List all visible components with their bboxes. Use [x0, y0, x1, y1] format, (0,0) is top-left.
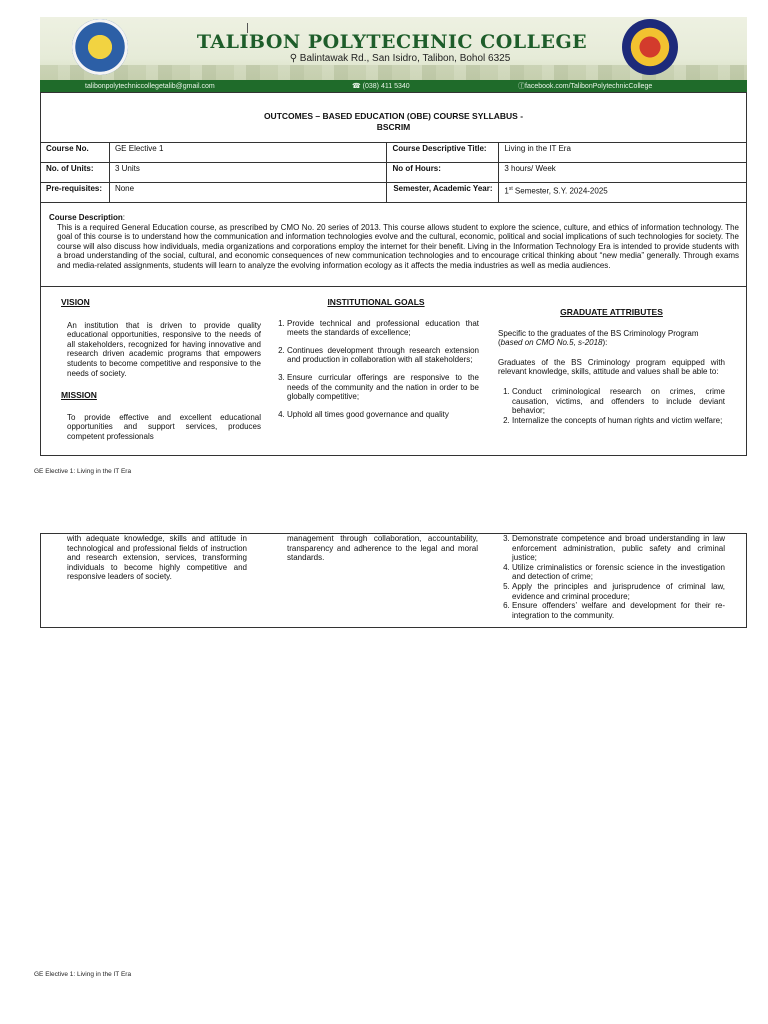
list-item: 3. Ensure curricular offerings are responsive to the needs of the community and the nation in order to be globally competitive;: [287, 373, 479, 402]
vision-mission-column: [61, 298, 261, 442]
graduate-attributes-list-continued: [498, 534, 725, 620]
vision-text: An institution that is driven to provide quality educational opportunities, responsive to the needs of all stakeholders, recognized for having innovative and research driven academic programs that empowers students to become competitive and responsive to the needs of society.: [67, 320, 261, 378]
mission-heading: MISSION: [61, 390, 97, 401]
list-item: 3. Demonstrate competence and broad understanding in law enforcement administration, public safety and criminal justice;: [512, 534, 725, 563]
hours-value: 3 hours/ Week: [499, 163, 747, 183]
list-item: 4. Utilize criminalistics or forensic science in the investigation and detection of crime;: [512, 563, 725, 582]
list-item: 5. Apply the principles and jurisprudence of criminal law, evidence and criminal procedure;: [512, 582, 725, 601]
units-label: No. of Units:: [41, 163, 110, 183]
institutional-goals-column: [273, 298, 479, 427]
page-footer: GE Elective 1: Living in the IT Era: [34, 468, 132, 475]
course-description-text: This is a required General Education course, as prescribed by CMO No. 20 series of 2013. This course allows student to explore the science, culture, and ethics of information technology. The goal of this course is to understand how the communication and information technologies evolve and the cultural, economic, political and social implications of such technologies for society. The course will also discuss how individuals, media organizations and corporations employ the internet for their benefit. Living in the Information Technology Era is intended to provide students with a broad understanding of the social, cultural, and economic consequences of new communication technologies and to encourage critical thinking about “new media” generally. Through exams and media-related assignments, students will learn to analyze the evolving information ecology as it affects the media industries as well as media audiences.: [57, 222, 739, 270]
phone-icon: ☎: [352, 83, 363, 90]
mission-continued: [67, 534, 247, 582]
syllabus-title: OUTCOMES – BASED EDUCATION (OBE) COURSE SYLLABUS - BSCRIM: [263, 111, 524, 132]
graduate-attributes-intro2: Graduates of the BS Criminology program equipped with relevant knowledge, skills, attitude and values shall be able to:: [498, 357, 725, 377]
course-no-value: GE Elective 1: [109, 143, 387, 163]
college-seal-logo: [72, 19, 128, 75]
list-item: 4. Uphold all times good governance and quality: [287, 410, 479, 420]
course-description-heading: Course Description: [49, 213, 123, 222]
location-pin-icon: ⚲: [289, 53, 298, 64]
graduate-attributes-continued: [498, 534, 725, 620]
college-header-banner: [40, 17, 747, 92]
mission-text-continued: with adequate knowledge, skills and attitude in technological and professional fields of instruction and research extension, services, transforming individuals to become highly competitive and responsive leaders of society.: [67, 534, 247, 582]
mission-text: To provide effective and excellent educational opportunities and support services, produces competent professionals: [67, 412, 261, 441]
institutional-goals-continued: [287, 534, 478, 563]
hours-label: No of Hours:: [387, 163, 499, 183]
descriptive-title-value: Living in the IT Era: [499, 143, 747, 163]
page-footer: GE Elective 1: Living in the IT Era: [34, 971, 132, 978]
graduate-attributes-list: [498, 387, 725, 425]
list-item: 2. Continues development through research extension and production in collaboration with all stakeholders;: [287, 346, 479, 365]
graduate-attributes-heading: GRADUATE ATTRIBUTES: [560, 307, 663, 317]
institutional-goals-list: [273, 319, 479, 420]
descriptive-title-label: Course Descriptive Title:: [387, 143, 499, 163]
contact-phone: ☎ (038) 411 5340: [352, 83, 410, 90]
prereq-value: None: [109, 183, 387, 203]
graduate-attributes-column: [498, 308, 725, 425]
college-address: ⚲ Balintawak Rd., San Isidro, Talibon, Bohol 6325: [289, 53, 511, 64]
course-description: Course Description: This is a required General Education course, as prescribed by CMO No. 20 series of 2013. This course allows student to explore the science, culture, and ethics of information technology. The goal of this course is to understand how the communication and information technologies evolve and the cultural, economic, political and social implications of such technologies for society. The course will also discuss how individuals, media organizations and corporations employ the internet for their benefit. Living in the Information Technology Era is intended to provide students with a broad understanding of the social, cultural, and economic consequences of new communication technologies and to encourage critical thinking about “new media” generally. Through exams and media-related assignments, students will learn to analyze the evolving information ecology as it affects the media industries as well as media audiences.: [49, 213, 739, 270]
list-item: 6. Ensure offenders’ welfare and development for their re-integration to the community.: [512, 601, 725, 620]
units-value: 3 Units: [109, 163, 387, 183]
list-item: 1. Provide technical and professional education that meets the standards of excellence;: [287, 319, 479, 338]
semester-value: 1st Semester, S.Y. 2024-2025: [499, 183, 747, 203]
section-divider: [41, 286, 746, 287]
syllabus-page-1: [40, 92, 747, 456]
contact-email: talibonpolytechniccollegetalib@gmail.com: [85, 82, 215, 90]
list-item: 1. Conduct criminological research on crimes, crime causation, victims, and offenders to include deviant behavior;: [512, 387, 725, 416]
municipality-seal-logo: [622, 19, 678, 75]
list-item: 2. Internalize the concepts of human rights and victim welfare;: [512, 416, 725, 426]
course-no-label: Course No.: [41, 143, 110, 163]
table-row: [41, 143, 747, 163]
contact-bar: [40, 80, 747, 92]
contact-facebook: ⓕfacebook.com/TalibonPolytechnicCollege: [518, 83, 653, 90]
institutional-goals-heading: INSTITUTIONAL GOALS: [327, 297, 425, 307]
facebook-icon: ⓕ: [518, 83, 525, 90]
syllabus-page-2: [40, 533, 747, 628]
vision-heading: VISION: [61, 297, 90, 307]
college-name: TALIBON POLYTECHNIC COLLEGE: [196, 31, 588, 53]
graduate-attributes-intro: Specific to the graduates of the BS Criminology Program (based on CMO No.5, s-2018):: [498, 328, 699, 348]
semester-label: Semester, Academic Year:: [387, 183, 499, 203]
course-info-table: [40, 142, 747, 203]
prereq-label: Pre-requisites:: [41, 183, 110, 203]
table-row: [41, 163, 747, 183]
institutional-goal-4-continued: management through collaboration, accountability, transparency and adherence to the legal and moral standards.: [287, 534, 478, 563]
table-row: [41, 183, 747, 203]
